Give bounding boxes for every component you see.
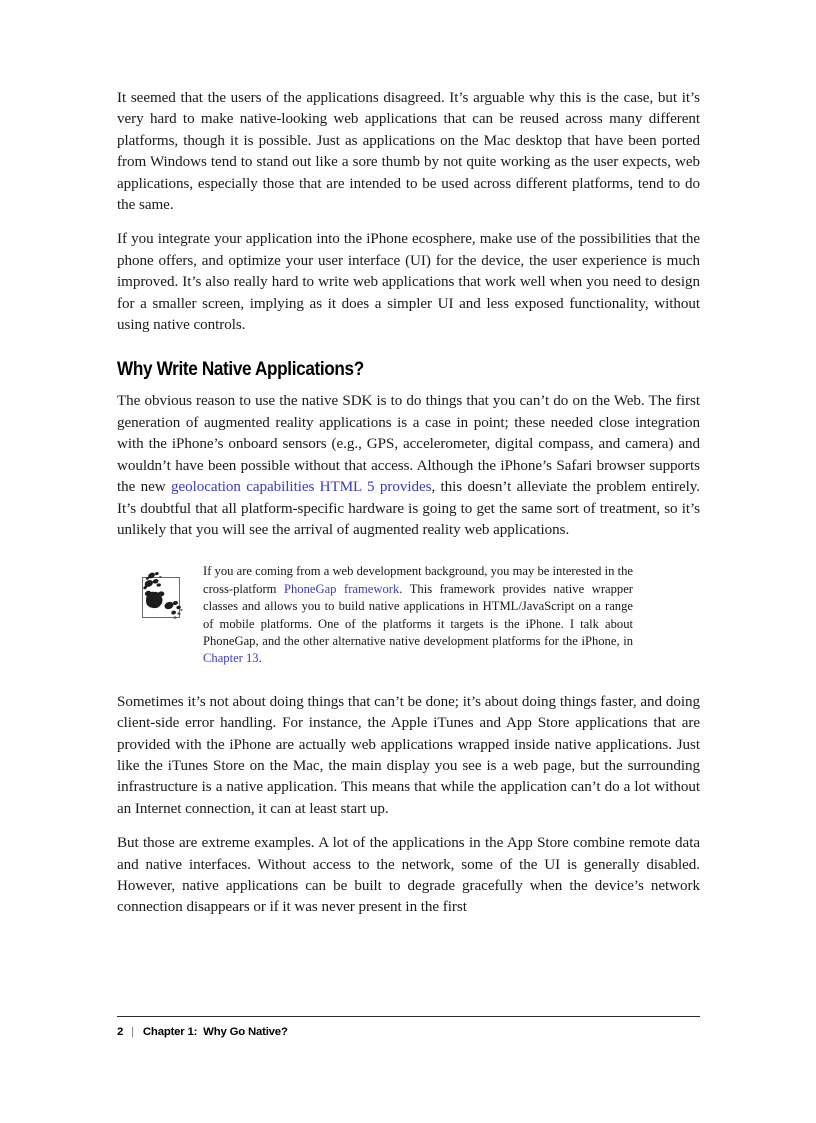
paragraph-5: But those are extreme examples. A lot of the applications in the App Store combine remote data and native interfaces. Without access to the network, some of the UI is generally disabled. However, native applications can be built to degrade gracefully when the device’s network connection disappears or if it was never present in the first bbox=[117, 835, 700, 916]
note-text-part-3: . bbox=[258, 651, 262, 666]
note-text bbox=[203, 563, 633, 667]
link-chapter-13[interactable]: Chapter 13 bbox=[203, 651, 259, 666]
paragraph-3-text-before: The obvious reason to use the native SDK is to do things that you can’t do on the Web. The first generation of augmented reality applications is a case in point; these needed close integration with the iPhone’s onboard sensors (e.g., GPS, accelerometer, digital compass, and camera) and wouldn’t have been possible without that access. Although the iPhone’s Safari browser supports the new bbox=[117, 393, 700, 496]
page-title: Why Write Native Applications? bbox=[117, 358, 364, 381]
footer-divider bbox=[117, 1016, 700, 1017]
page-footer bbox=[117, 1016, 700, 1038]
panda-illustration-icon bbox=[142, 573, 183, 619]
paragraph-3-text-after: , this doesn’t alleviate the problem entirely. It’s doubtful that all platform-specific hardware is going to get the same sort of treatment, so it’s unlikely that you will see the arrival of augmented reality web applications. bbox=[117, 479, 700, 538]
footer-content bbox=[117, 1026, 700, 1038]
paragraph-1: It seemed that the users of the applications disagreed. It’s arguable why this is the case, but it’s very hard to make native-looking web applications that can be reused across many different platforms, though it is possible. Just as applications on the Mac desktop that have been ported from Windows tend to stand out like a sore thumb by not quite working as the user expects, web applications, especially those that are intended to be used across different platforms, tend to do the same. bbox=[117, 90, 700, 214]
page-content bbox=[117, 88, 700, 919]
footer-separator: | bbox=[131, 1026, 134, 1038]
paragraph-2: If you integrate your application into the iPhone ecosphere, make use of the possibilities that the phone offers, and optimize your user interface (UI) for the device, the user experience is much improved. It’s also really hard to write web applications that work well when you need to design for a smaller screen, implying as it does a simpler UI and less exposed functionality, without using native controls. bbox=[117, 231, 700, 334]
paragraph-4: Sometimes it’s not about doing things that can’t be done; it’s about doing things faster, and doing client-side error handling. For instance, the Apple iTunes and App Store applications that are provided with the iPhone are actually web applications wrapped inside native applications. Just like the iTunes Store on the Mac, the main display you see is a web page, but the surrounding infrastructure is a native application. This means that while the application can’t do a lot without an Internet connection, it can at least start up. bbox=[117, 693, 700, 817]
footer-chapter-title: Chapter 1: Why Go Native? bbox=[142, 1026, 288, 1038]
note-text-part-2: . This framework provides native wrapper classes and allows you to build native applications in HTML/JavaScript on a range of mobile platforms. One of the platforms it targets is the iPhone. I talk about PhoneGap, and the other alternative native development platforms for the iPhone, in bbox=[203, 581, 633, 648]
note-callout bbox=[117, 563, 700, 667]
note-text-part-1: If you are coming from a web development background, you may be interested in the cross-platform bbox=[203, 564, 633, 596]
link-html5-geolocation[interactable]: geolocation capabilities HTML 5 provides bbox=[170, 479, 432, 496]
page-number: 2 bbox=[117, 1026, 124, 1038]
paragraph-3 bbox=[117, 391, 700, 541]
link-phonegap-framework[interactable]: PhoneGap framework bbox=[284, 581, 400, 596]
